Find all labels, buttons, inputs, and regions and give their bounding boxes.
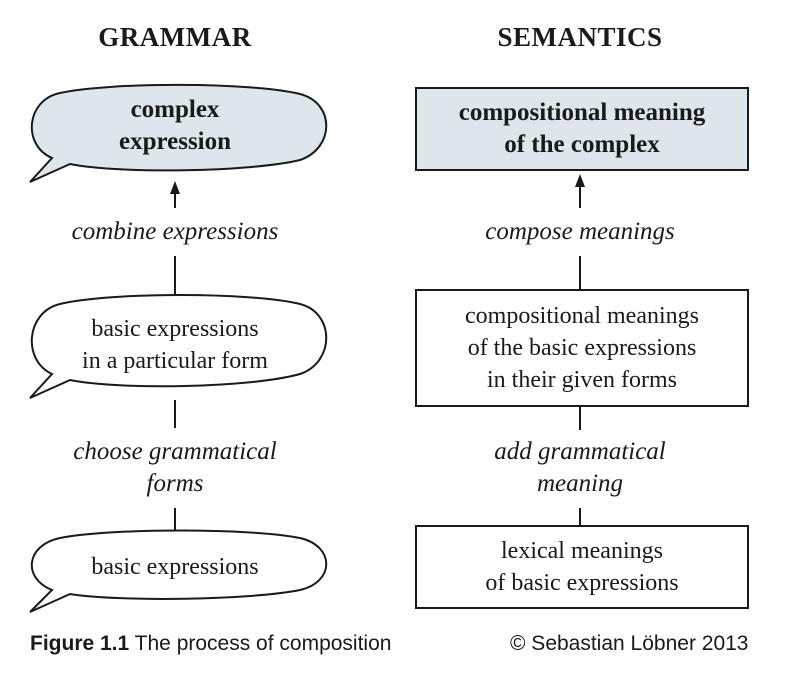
- grammar-top-node-text: [60, 92, 290, 160]
- semantics-bottom-node-text: [416, 534, 748, 600]
- copyright-notice: © Sebastian Löbner 2013: [510, 632, 749, 655]
- grammar-top-line-2: expression: [118, 128, 232, 155]
- grammar-arrowhead: [170, 181, 180, 194]
- semantics-top-line-1: compositional meaning: [458, 99, 706, 126]
- semantics-middle-line-1: compositional meanings: [465, 303, 699, 329]
- semantics-arrowhead: [575, 174, 585, 187]
- semantics-upper-label-line-1: compose meanings: [485, 218, 675, 245]
- grammar-lower-label: [20, 436, 330, 500]
- grammar-middle-node-text: [40, 311, 310, 379]
- semantics-bottom-line-1: lexical meanings: [501, 538, 663, 564]
- grammar-middle-line-1: basic expressions: [91, 316, 259, 342]
- semantics-top-node-text: [416, 94, 748, 164]
- semantics-middle-node-text: [416, 298, 748, 398]
- grammar-bottom-line-1: basic expressions: [91, 554, 259, 580]
- grammar-lower-label-line-2: forms: [146, 470, 204, 497]
- figure-caption: [30, 632, 391, 656]
- grammar-middle-line-2: in a particular form: [82, 348, 268, 374]
- grammar-top-line-1: complex: [130, 96, 220, 123]
- grammar-bottom-node-text: [40, 548, 310, 586]
- grammar-lower-label-line-1: choose grammatical: [73, 438, 277, 465]
- semantics-lower-label-line-1: add grammatical: [494, 438, 666, 465]
- grammar-upper-label: [20, 216, 330, 248]
- semantics-lower-label: [425, 436, 735, 500]
- figure-title: The process of composition: [134, 632, 392, 655]
- semantics-bottom-line-2: of basic expressions: [485, 570, 679, 596]
- figure-number: Figure 1.1: [30, 632, 130, 655]
- grammar-upper-label-line-1: combine expressions: [71, 218, 279, 245]
- semantics-heading: SEMANTICS: [497, 22, 663, 52]
- semantics-middle-line-2: of the basic expressions: [467, 335, 697, 361]
- grammar-heading: GRAMMAR: [98, 22, 252, 52]
- semantics-middle-line-3: in their given forms: [487, 367, 677, 393]
- semantics-lower-label-line-2: meaning: [536, 470, 624, 497]
- semantics-top-line-2: of the complex: [504, 131, 660, 158]
- semantics-upper-label: [425, 216, 735, 248]
